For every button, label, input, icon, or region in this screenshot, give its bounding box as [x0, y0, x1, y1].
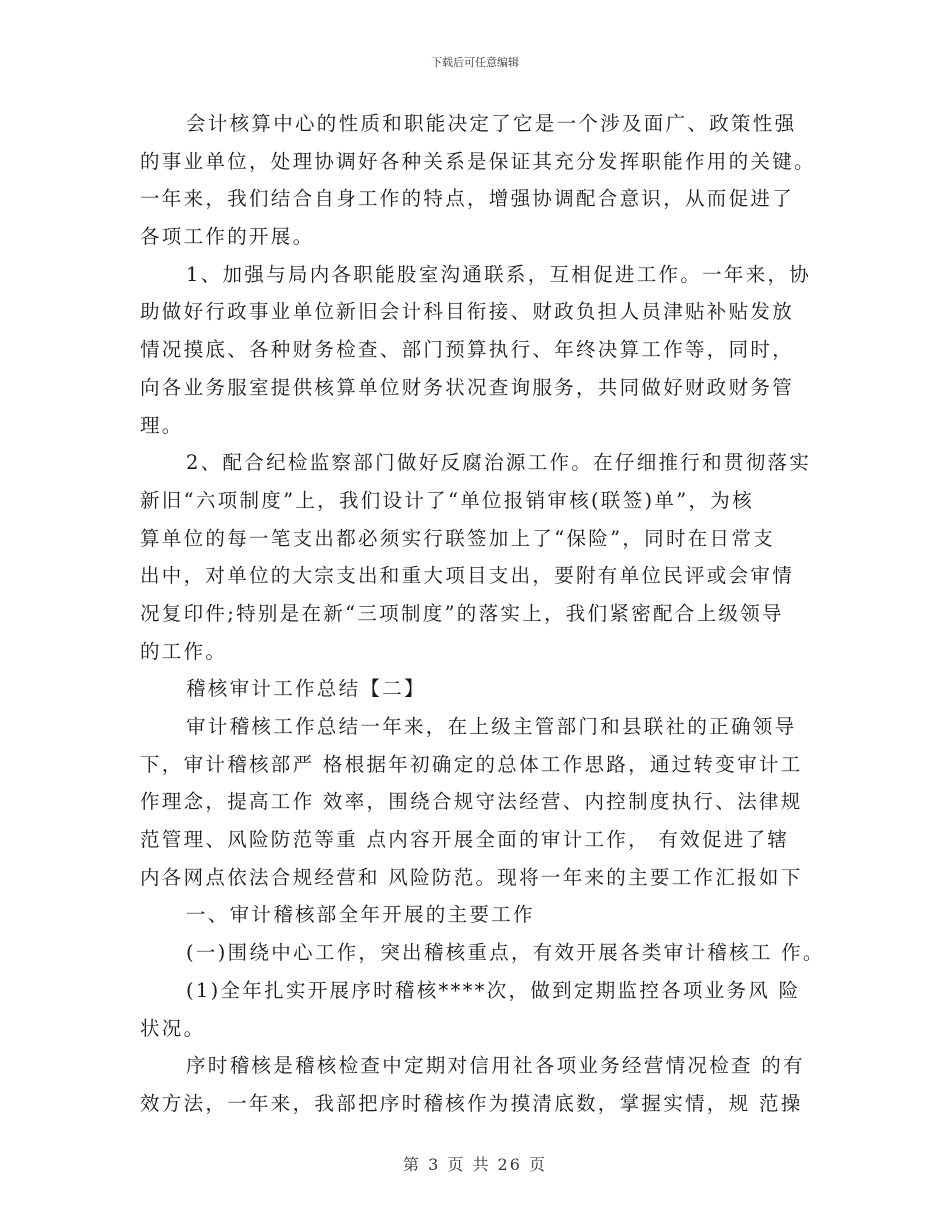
- body-text-line: 助做好行政事业单位新旧会计科目衔接、财政负担人员津贴补贴发放: [140, 300, 795, 324]
- body-text-line: 向各业务服室提供核算单位财务状况查询服务，共同做好财政财务管: [140, 375, 795, 399]
- body-text-line: 会计核算中心的性质和职能决定了它是一个涉及面广、政策性强: [186, 112, 797, 135]
- body-text-line: 序时稽核是稽核检查中定期对信用社各项业务经营情况检查 的有: [186, 1054, 805, 1078]
- body-text-line: 稽核审计工作总结【二】: [186, 677, 426, 701]
- body-text-line: 理。: [140, 413, 184, 437]
- body-text-line: 算单位的每一笔支出都必须实行联签加上了“保险”，同时在日常支: [140, 526, 775, 550]
- body-text-line: 内各网点依法合规经营和 风险防范。现将一年来的主要工作汇报如下: [140, 865, 803, 889]
- body-text-line: 出中，对单位的大宗支出和重大项目支出，要附有单位民评或会审情: [140, 564, 795, 588]
- body-text-line: 况复印件;特别是在新“三项制度”的落实上，我们紧密配合上级领导: [140, 601, 784, 625]
- body-text-line: 下，审计稽核部严 格根据年初确定的总体工作思路，通过转变审计工: [140, 752, 803, 776]
- body-text-line: (1)全年扎实开展序时稽核****次，做到定期监控各项业务风 险: [186, 978, 801, 1002]
- body-text-line: 的工作。: [140, 639, 228, 663]
- body-text-line: 新旧“六项制度”上，我们设计了“单位报销审核(联签)单”，为核: [140, 488, 754, 512]
- body-text-line: 2、配合纪检监察部门做好反腐治源工作。在仔细推行和贯彻落实: [186, 451, 812, 475]
- page-header: 下载后可任意编辑: [431, 56, 519, 69]
- page-footer: 第 3 页 共 26 页: [403, 1155, 547, 1174]
- body-text-line: 的事业单位，处理协调好各种关系是保证其充分发挥职能作用的关键。: [140, 149, 816, 173]
- body-text-line: 效方法，一年来，我部把序时稽核作为摸清底数，掌握实情，规 范操: [140, 1091, 803, 1115]
- body-text-line: 一、审计稽核部全年开展的主要工作: [186, 903, 535, 927]
- body-text-line: 范管理、风险防范等重 点内容开展全面的审计工作， 有效促进了辖: [140, 828, 790, 852]
- body-text-line: 1、加强与局内各职能股室沟通联系，互相促进工作。一年来，协: [186, 262, 812, 286]
- body-text-line: 各项工作的开展。: [140, 225, 315, 249]
- body-text-line: (一)围绕中心工作，突出稽核重点，有效开展各类审计稽核工 作。: [186, 941, 825, 965]
- document-body: [140, 105, 830, 1123]
- body-text-line: 情况摸底、各种财务检查、部门预算执行、年终决算工作等，同时，: [140, 338, 795, 362]
- body-text-line: 作理念，提高工作 效率，围绕合规守法经营、内控制度执行、法律规: [140, 790, 803, 814]
- body-text-line: 审计稽核工作总结一年来，在上级主管部门和县联社的正确领导: [186, 715, 797, 738]
- body-text-line: 一年来，我们结合自身工作的特点，增强协调配合意识，从而促进了: [140, 187, 795, 211]
- body-text-line: 状况。: [140, 1016, 206, 1040]
